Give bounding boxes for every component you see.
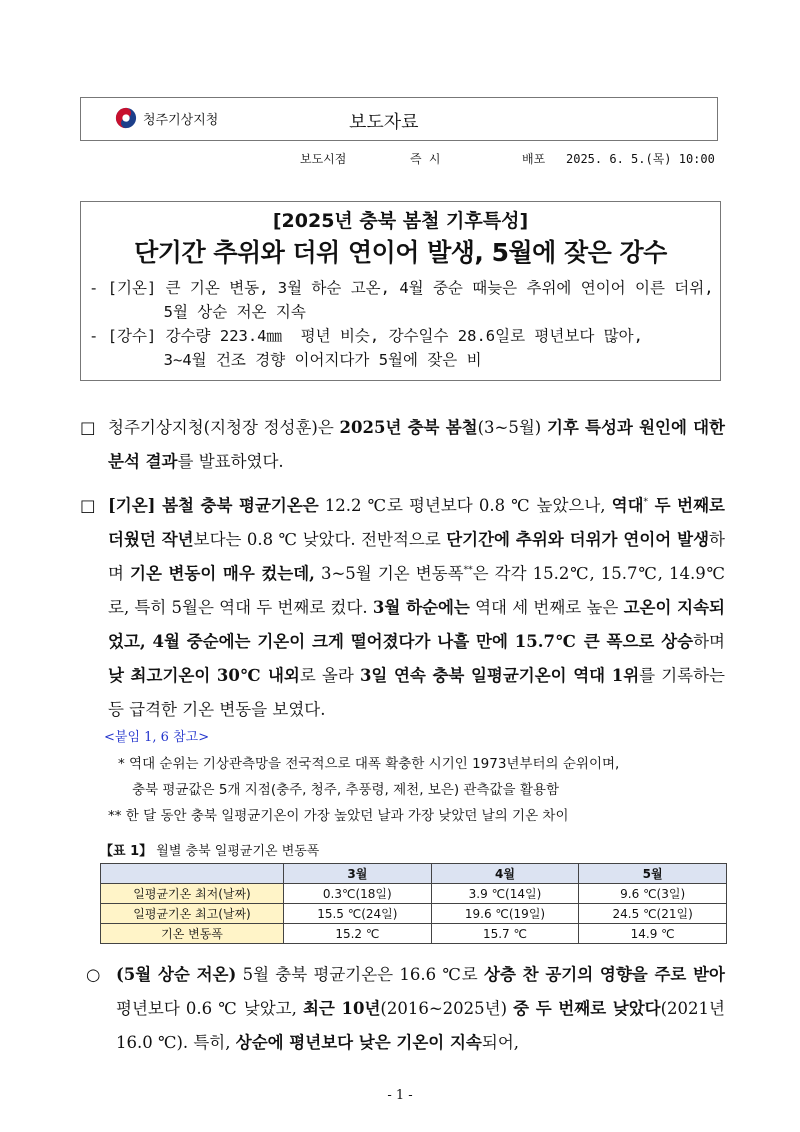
circle-bullet-icon: ○ [86, 965, 101, 984]
text-segment: 하며 [108, 530, 725, 583]
document-type: 보도자료 [349, 112, 419, 133]
bold-text-segment: 3월 하순에는 [372, 598, 470, 617]
release-value: 즉 시 [410, 152, 441, 166]
text-segment: 평년보다 0.6 ℃ 낮았고, [116, 999, 303, 1018]
table-cell: 9.6 ℃(3일) [579, 884, 727, 904]
bold-text-segment: 기온 변동이 매우 컸는데, [130, 564, 315, 583]
table-header-row [101, 864, 727, 884]
text-segment: 보다는 0.8 ℃ 낮았다. 전반적으로 [193, 530, 447, 549]
text-segment: 를 발표하였다. [177, 452, 284, 471]
table-caption [100, 843, 725, 861]
bold-text-segment: 최근 10년 [302, 999, 381, 1018]
square-bullet-icon: □ [80, 496, 96, 515]
table-caption-text: 월별 충북 일평균기온 변동폭 [152, 844, 320, 859]
bold-text-segment: 3일 연속 충북 일평균기온이 역대 1위 [359, 666, 640, 685]
text-segment: (2016~2025년) [380, 999, 514, 1018]
attachment-reference-link[interactable]: <붙임 1, 6 참고> [104, 730, 210, 745]
paragraph-text [116, 958, 725, 1060]
bold-text-segment: 두 번째로 더웠던 작년 [108, 496, 725, 549]
bold-text-segment: 단기간에 추위와 더위가 연이어 발생 [446, 530, 710, 549]
text-segment: 3~5월 기온 변동폭 [314, 564, 464, 583]
header-cell: 4월 [431, 864, 579, 884]
text-segment: 5월 충북 평균기온은 16.6 ℃로 [236, 965, 485, 984]
table-cell: 14.9 ℃ [579, 924, 727, 944]
table-cell: 15.7 ℃ [431, 924, 579, 944]
summary-line: - [기온] 큰 기온 변동, 3월 하순 고온, 4월 중순 때늦은 추위에 연이어 이른 더위, [89, 279, 714, 297]
text-segment: 청주기상지청(지청장 정성훈)은 [108, 418, 340, 437]
footnote-1-cont: 충북 평균값은 5개 지점(충주, 청주, 추풍령, 제천, 보은) 관측값을 활용함 [132, 782, 560, 798]
footnote-2: ** 한 달 동안 충북 일평균기온이 가장 높았던 날과 가장 낮았던 날의 기온 차이 [108, 808, 569, 824]
release-dateline [300, 150, 715, 167]
table-cell: 0.3℃(18일) [284, 884, 432, 904]
table-caption-label: 【표 1】 [100, 844, 153, 859]
text-segment: 하며 [693, 632, 725, 651]
footnote-marker: * [643, 497, 649, 508]
text-segment: 역대 세 번째로 높은 [469, 598, 624, 617]
text-segment: (2021년 16.0 ℃). 특히, [116, 999, 725, 1052]
table-cell: 19.6 ℃(19일) [431, 904, 579, 924]
distribution-value: 2025. 6. 5.(목) 10:00 [566, 152, 715, 166]
summary-line: 5월 상순 저온 지속 [89, 303, 306, 321]
summary-box [80, 201, 721, 381]
taegeuk-logo-icon [115, 107, 137, 129]
summary-subtitle: [2025년 충북 봄철 기후특성] [272, 210, 529, 232]
row-header: 기온 변동폭 [101, 924, 284, 944]
bold-text-segment: (5월 상순 저온) [116, 965, 237, 984]
square-bullet-icon: □ [80, 418, 96, 437]
bold-text-segment: 상순에 평년보다 낮은 기온이 지속 [235, 1033, 482, 1052]
text-segment: (3~5월) [477, 418, 547, 437]
intro-paragraph [80, 411, 725, 479]
bold-text-segment: 낮 최고기온이 30℃ 내외 [108, 666, 300, 685]
summary-line: - [강수] 강수량 223.4㎜ 평년 비슷, 강수일수 28.6일로 평년보다 많아, [89, 327, 643, 345]
bold-text-segment: 고온이 지속되었고, 4월 중순에는 기온이 크게 떨어졌다가 나흘 만에 15.7℃ 큰 폭으로 상승 [108, 598, 725, 651]
paragraph-text [108, 489, 725, 727]
distribution-label: 배포 [522, 152, 546, 166]
text-segment: 로 올라 [299, 666, 360, 685]
release-label: 보도시점 [300, 152, 347, 166]
document-body [80, 201, 725, 1103]
header-cell: 3월 [284, 864, 432, 884]
summary-line: 3~4월 건조 경향 이어지다가 5월에 잦은 비 [89, 351, 482, 369]
summary-title: 단기간 추위와 더위 연이어 발생, 5월에 잦은 강수 [134, 238, 667, 267]
text-segment: 은 각각 15.2℃, 15.7℃, 14.9℃로, 특히 5월은 역대 두 번째로 컸다. [108, 564, 725, 617]
text-segment: 12.2 ℃로 평년보다 0.8 ℃ 높았으나, [318, 496, 612, 515]
bold-text-segment: 2025년 충북 봄철 [339, 418, 478, 437]
agency-logo [115, 107, 218, 129]
row-header: 일평균기온 최저(날짜) [101, 884, 284, 904]
header-cell [101, 864, 284, 884]
row-header: 일평균기온 최고(날짜) [101, 904, 284, 924]
temperature-range-table [100, 863, 727, 944]
temperature-paragraph [80, 489, 725, 727]
bold-text-segment: 상층 찬 공기의 영향을 주로 받아 [484, 965, 726, 984]
agency-name: 청주기상지청 [143, 112, 219, 128]
header-cell: 5월 [579, 864, 727, 884]
table-cell: 24.5 ℃(21일) [579, 904, 727, 924]
bold-text-segment: 중 두 번째로 낮았다 [513, 999, 661, 1018]
paragraph-text [108, 411, 725, 479]
footnote-marker: ** [463, 565, 473, 576]
text-segment: 되어, [481, 1033, 519, 1052]
text-segment: 를 기록하는 등 급격한 기온 변동을 보였다. [108, 666, 725, 719]
page-number: - 1 - [387, 1088, 413, 1103]
table-row [101, 904, 727, 924]
may-paragraph [80, 958, 725, 1060]
table-row [101, 924, 727, 944]
table-row [101, 884, 727, 904]
bold-text-segment: 기후 특성과 원인에 대한 분석 결과 [108, 418, 726, 471]
table-cell: 3.9 ℃(14일) [431, 884, 579, 904]
press-release-header [80, 97, 718, 141]
table-cell: 15.2 ℃ [284, 924, 432, 944]
table-cell: 15.5 ℃(24일) [284, 904, 432, 924]
bold-text-segment: [기온] 봄철 충북 평균기온은 [108, 496, 319, 515]
bold-text-segment: 역대 [611, 496, 644, 515]
footnote-1: * 역대 순위는 기상관측망을 전국적으로 대폭 확충한 시기인 1973년부터의 순위이며, [118, 756, 620, 772]
